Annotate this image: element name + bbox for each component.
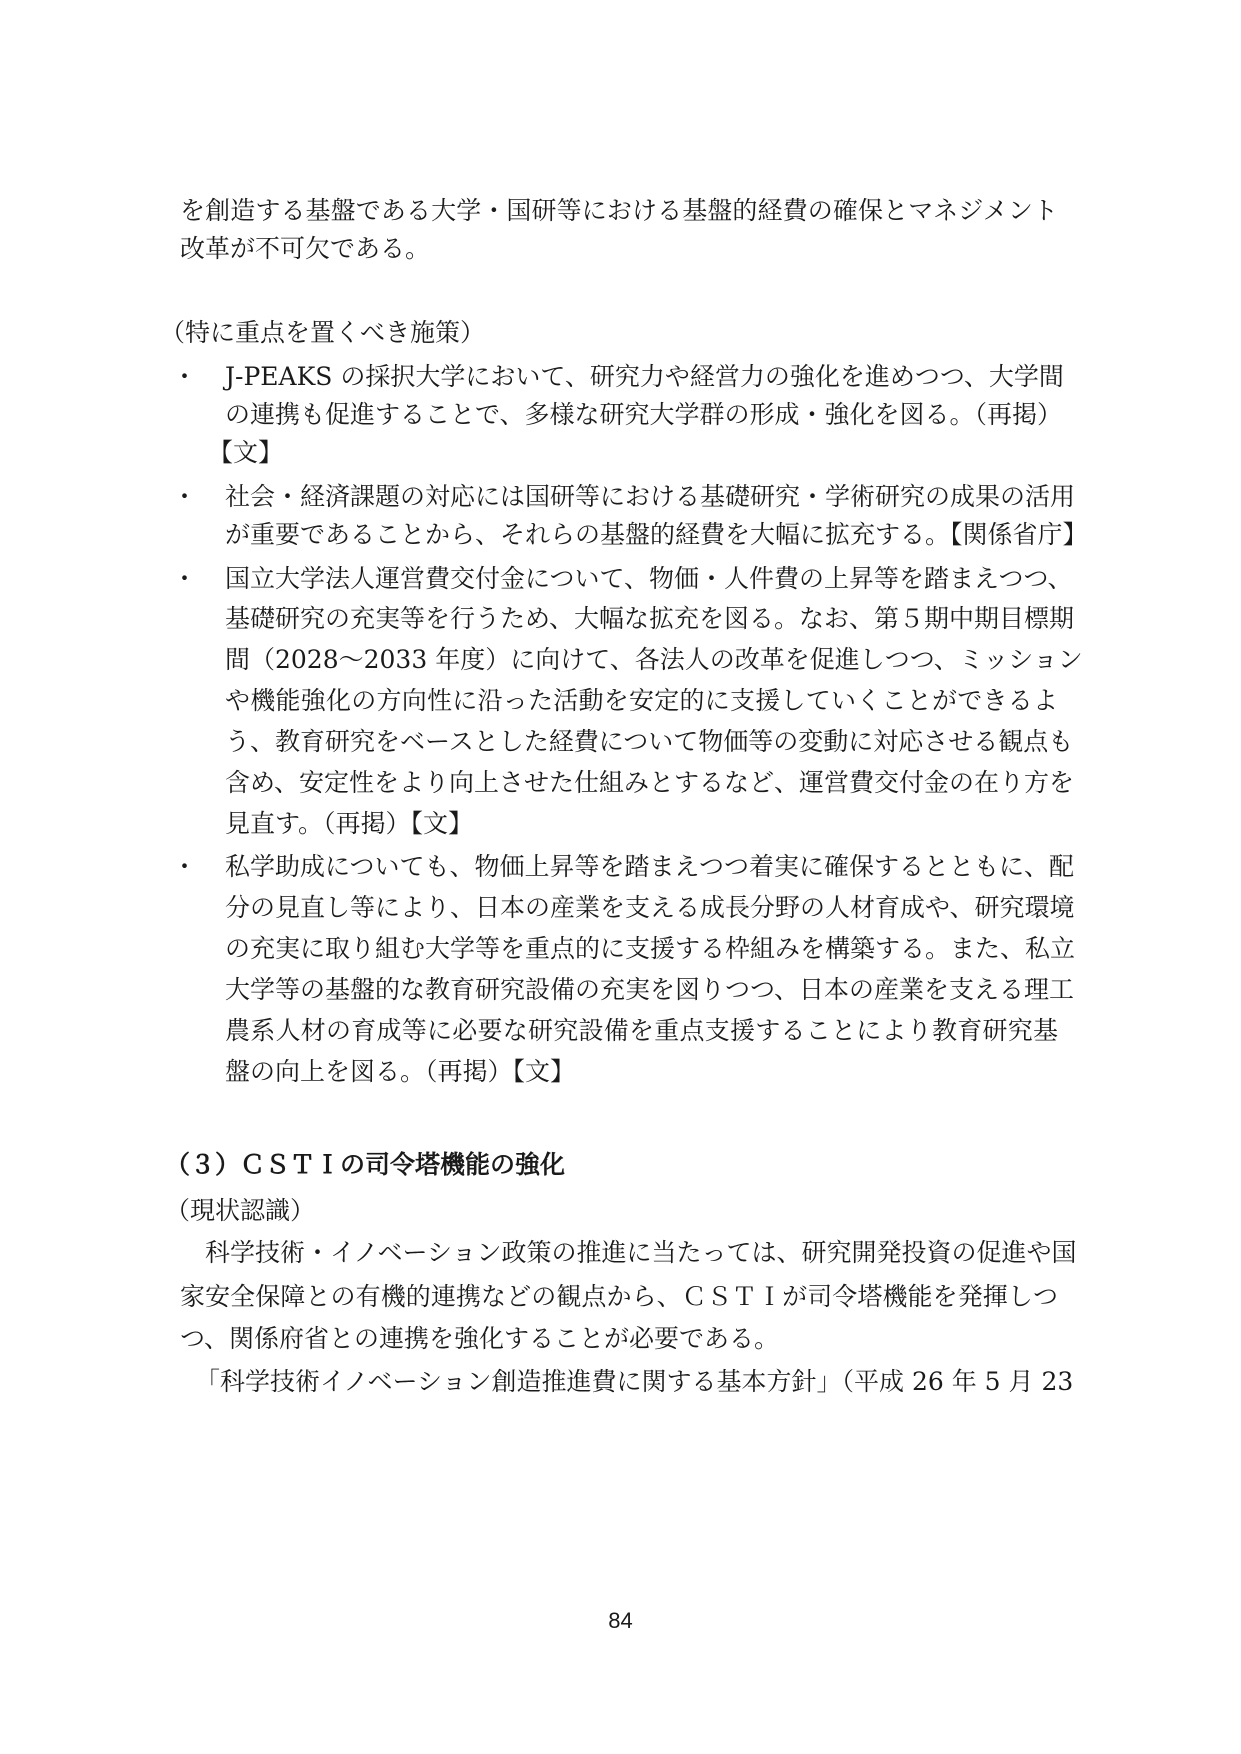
para1-line-2: 家安全保障との有機的連携などの観点から、ＣＳＴＩが司令塔機能を発揮しつ — [180, 1282, 1058, 1311]
item-3-line-7: 見直す。（再掲）【文】 — [225, 809, 474, 838]
intro-line-1: を創造する基盤である大学・国研等における基盤的経費の確保とマネジメント — [180, 196, 1058, 225]
section-title: （３）ＣＳＴＩの司令塔機能の強化 — [165, 1150, 566, 1179]
item-1-line-1: J-PEAKS の採択大学において、研究力や経営力の強化を進めつつ、大学間 — [225, 362, 1064, 391]
item-4-line-1: 私学助成についても、物価上昇等を踏まえつつ着実に確保するとともに、配 — [225, 852, 1075, 881]
para1-line-1: 科学技術・イノベーション政策の推進に当たっては、研究開発投資の促進や国 — [205, 1238, 1077, 1267]
item-3-line-6: 含め、安定性をより向上させた仕組みとするなど、運営費交付金の在り方を — [225, 768, 1075, 797]
page-number: 84 — [608, 1608, 633, 1633]
bullet-mark: ・ — [172, 852, 198, 881]
item-3-line-5: う、教育研究をベースとした経費について物価等の変動に対応させる観点も — [225, 727, 1074, 756]
item-3-line-1: 国立大学法人運営費交付金について、物価・人件費の上昇等を踏まえつつ、 — [225, 564, 1073, 593]
item-4-line-3: の充実に取り組む大学等を重点的に支援する枠組みを構築する。また、私立 — [225, 934, 1076, 963]
item-3-line-4: や機能強化の方向性に沿った活動を安定的に支援していくことができるよ — [225, 686, 1058, 715]
item-4-line-6: 盤の向上を図る。（再掲）【文】 — [225, 1057, 576, 1086]
item-2-line-1: 社会・経済課題の対応には国研等における基礎研究・学術研究の成果の活用 — [225, 482, 1076, 511]
section-sub-heading: （現状認識） — [165, 1196, 316, 1225]
item-4-line-5: 農系人材の育成等に必要な研究設備を重点支援することにより教育研究基 — [225, 1016, 1058, 1045]
para1-line-3: つ、関係府省との連携を強化することが必要である。 — [180, 1324, 780, 1353]
item-1-line-3: 【文】 — [208, 438, 284, 467]
item-3-line-2: 基礎研究の充実等を行うため、大幅な拡充を図る。なお、第５期中期目標期 — [225, 604, 1075, 633]
item-1-line-2: の連携も促進することで、多様な研究大学群の形成・強化を図る。（再掲） — [225, 400, 1063, 429]
item-4-line-2: 分の見直し等により、日本の産業を支える成長分野の人材育成や、研究環境 — [225, 893, 1075, 922]
bullet-mark: ・ — [172, 482, 198, 511]
priority-heading: （特に重点を置くべき施策） — [160, 318, 486, 347]
item-4-line-4: 大学等の基盤的な教育研究設備の充実を図りつつ、日本の産業を支える理工 — [225, 975, 1075, 1004]
intro-line-2: 改革が不可欠である。 — [180, 234, 431, 263]
bullet-mark: ・ — [172, 362, 198, 391]
bullet-mark: ・ — [172, 564, 198, 593]
item-3-line-3: 間（2028〜2033 年度）に向けて、各法人の改革を促進しつつ、ミッション — [225, 645, 1083, 674]
item-2-line-2: が重要であることから、それらの基盤的経費を大幅に拡充する。【関係省庁】 — [225, 520, 1088, 549]
para2-line-1: 「科学技術イノベーション創造推進費に関する基本方針」（平成 26 年 5 月 23 — [195, 1367, 1074, 1396]
